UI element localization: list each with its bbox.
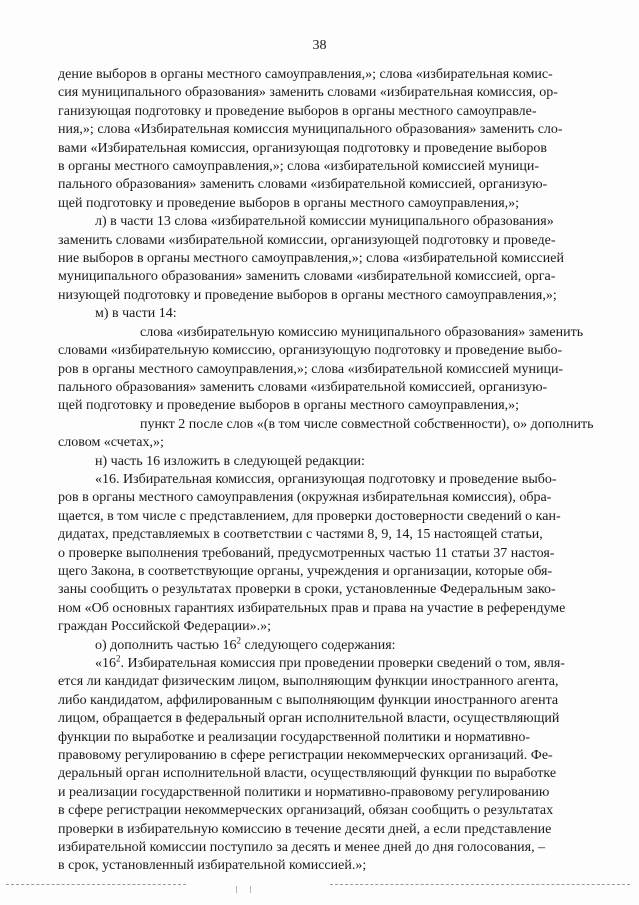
paragraph-part-16-2	[58, 655, 603, 876]
paragraph-continuation: дение выборов в органы местного самоуправления,»; слова «избирательная комис- сия муниципального образования» заменить словами «избирательная комиссия, ор- ганизующая подготовку и проведение выборов в органы местного самоуправле- ния,»; слова «Избирательная комиссия муниципального образования» заменить сло- вами «Избирательная комиссия, организующая подготовку и проведение выборов в органы местного самоуправления,»; слова «избирательной комиссией муници- пального образования» заменить словами «избирательной комиссией, организую- щей подготовку и проведение выборов в органы местного самоуправления,»;	[58, 67, 563, 211]
item-o-text-before: о) дополнить частью 16	[95, 637, 237, 653]
part-16-2-text-before: «16	[95, 656, 116, 671]
scan-mark	[250, 886, 251, 893]
paragraph-item-n: н) часть 16 изложить в следующей редакции:	[95, 453, 365, 469]
dashed-divider	[6, 884, 186, 886]
document-body	[58, 66, 603, 876]
paragraph-item-m-words: слова «избирательную комиссию муниципального образования» заменить словами «избирательную комиссию, организующую подготовку и проведение выбо- ров в органы местного самоуправления,»; слова «избирательной комиссией муници- пального образования» заменить словами «избирательной комиссией, организую- щей подготовку и проведение выборов в органы местного самоуправления,»;	[58, 324, 584, 414]
item-o-superscript: 2	[236, 634, 241, 645]
scan-mark	[236, 886, 237, 893]
paragraph-item-l: л) в части 13 слова «избирательной комиссии муниципального образования» заменить словами «избирательной комиссии, организующей подготовку и проведе- ние выборов в органы местного самоуправления,»; слова «избирательной комиссией муниципального образования» заменить словами «избирательной комиссией, орга- низующей подготовку и проведение выборов в органы местного самоуправления,»;	[58, 214, 564, 303]
page-number: 38	[312, 38, 327, 53]
paragraph-part-16: «16. Избирательная комиссия, организующая подготовку и проведение выбо- ров в органы местного самоуправления (окружная избирательная комиссия), обра- щается, в том числе с представлением, для проверки достоверности сведений о кан- дидатах, представляемых в соответствии с частями 8, 9, 14, 15 настоящей статьи, о проверке выполнения требований, предусмотренных частью 11 статьи 37 настоя- щего Закона, в соответствующие органы, учреждения и организации, которые обя- заны сообщить о результатах проверки в сроки, установленные Федеральным зако- ном «Об основных гарантиях избирательных прав и права на участие в референдуме граждан Российской Федерации».»;	[58, 471, 566, 635]
item-o-text-after: следующего содержания:	[241, 637, 396, 653]
dashed-divider	[330, 884, 630, 886]
part-16-2-superscript: 2	[116, 653, 121, 664]
part-16-2-text-after: . Избирательная комиссия при проведении проверки сведений о том, явля- ется ли кандидат физическим лицом, выполняющим функции иностранного агента, либо кандидатом, аффилированным с выполняющим функции иностранного агента лицом, обращается в федеральный орган исполнительной власти, осуществляющий функции по выработке и реализации государственной политики и нормативно- правовому регулированию в сфере регистрации некоммерческих организаций. Фе- деральный орган исполнительной власти, осуществляющий функции по выработке и реализации государственной политики и нормативно-правовому регулированию в сфере регистрации некоммерческих организаций, обязан сообщить о результатах проверки в избирательную комиссию в течение десяти дней, а если представление избирательной комиссии поступило за десять и менее дней до дня голосования, – в срок, установленный избирательной комиссией.»;	[58, 656, 565, 874]
paragraph-item-o	[58, 634, 603, 655]
paragraph-item-m: м) в части 14:	[95, 306, 177, 322]
paragraph-item-m-point-2: пункт 2 после слов «(в том числе совместной собственности), о» дополнить словом «счетах,»;	[58, 416, 594, 451]
scan-bottom-edge	[0, 880, 639, 900]
